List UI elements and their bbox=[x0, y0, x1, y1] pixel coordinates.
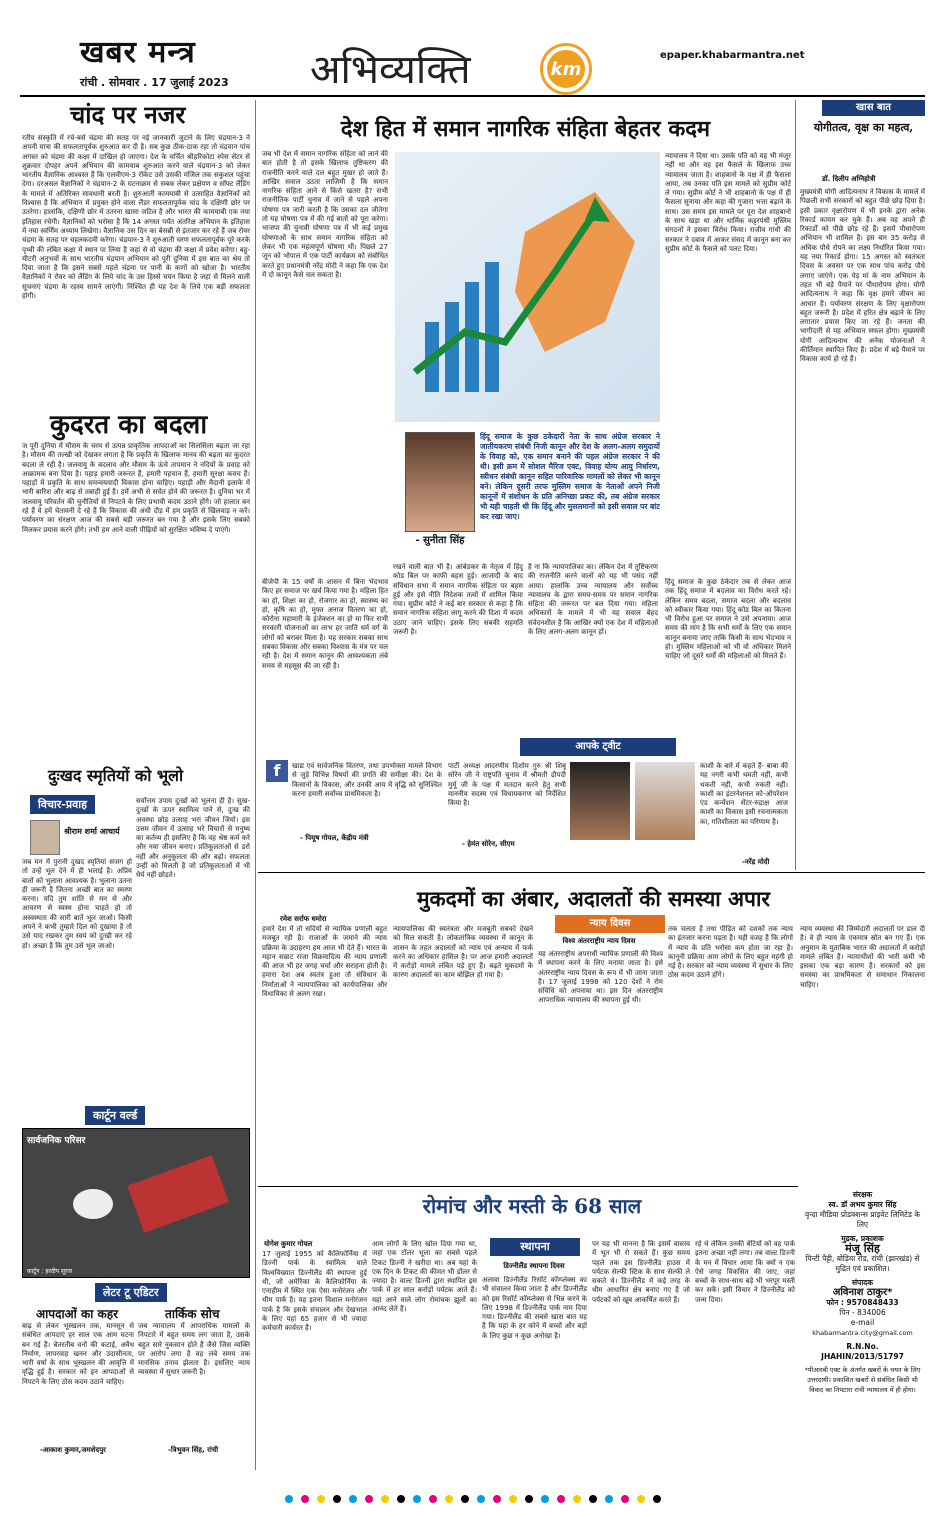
imprint-box bbox=[800, 1190, 925, 1470]
imprint-publisher: मंजू सिंह bbox=[845, 1242, 880, 1255]
tweet-3-author: -नरेंद्र मोदी bbox=[742, 858, 770, 866]
section-title: अभिव्यक्ति bbox=[310, 47, 471, 93]
letter-tag: लेटर टू एडिटर bbox=[95, 1283, 167, 1302]
registration-dot bbox=[285, 1495, 293, 1503]
registration-dot bbox=[381, 1495, 389, 1503]
imprint-publisher-h: मुद्रक, प्रकाशक bbox=[841, 1234, 884, 1243]
registration-dot bbox=[445, 1495, 453, 1503]
disney-col-3: अलावा डिज्नीलैंड रिसॉर्ट कॉम्प्लेक्स का भी संचालन किया जाता है और डिज्नीलैंड को इस रिसॉर्ट कॉम्प्लेक्स से भिन्न करने के लिए 1998 में डिज्नीलैंड पार्क नाम दिया गया। डिज्नीलैंड की सबसे खास बात यह है कि यहां के हर कोने में बच्चों और बड़ों के लिए कुछ न कुछ अनोखा है। bbox=[482, 1276, 587, 1340]
court-col-2: न्यायपालिका की स्वतंत्रता और मजबूती सबको देखने को मिल सकती है। लोकतांत्रिक व्यवस्था में कानून के शासन के तहत अदालतों को न्याय एवं अन्याय में फर्क करने का अधिकार हासिल है। पर आज हमारी अदालतों में करोड़ों मामले लंबित पड़े हुए हैं। बढ़ते मुकदमों के कारण अदालतों का काम बोझिल हो गया है। bbox=[393, 925, 533, 980]
editorial-2-body: ज पूरी दुनिया में मौसम के चरम से उत्पन्न प्राकृतिक आपदाओं का सिलसिला बढ़ता जा रहा है। मौसम की तल्खी को देखकर लगता है कि प्रकृति के खिलाफ मानव की बढ़ता का कुदरत बदला ले रही है। जलवायु के बदलाव और मौसम के ऊंचे तापमान ने नदियों के प्रवाह को आक्रामक बना दिया है। पहाड़ हमारी जरूरत हैं, हमारी पहचान हैं, हमारी सुरक्षा कवच हैं। पहाड़ों में प्रकृति के साथ समन्वयवादी विकास होना चाहिए। पहाड़ी और मैदानी इलाके में भारी बारिश और बाढ़ से तबाही हुई है। हमें अभी से सचेत होने की जरूरत है। दुनिया भर में जलवायु परिवर्तन की चुनौतियों से निपटने के लिए प्रभावी कदम उठाने होंगे। जो हालात बन रहे हैं वे हमें चेतावनी दे रहे हैं कि विकास की अंधी दौड़ में हम प्रकृति से खिलवाड़ न करें। पर्यावरण का संरक्षण आज की सबसे बड़ी जरूरत बन गया है और इसके लिए सबको मिलकर प्रयास करने होंगे। तभी हम आने वाली पीढ़ियों को सुरक्षित भविष्य दे पाएंगे। bbox=[22, 442, 250, 534]
author-name: - सुनीता सिंह bbox=[405, 532, 475, 550]
main-col-1: जब भी देश में समान नागरिक संहिता को लाने की बात होती है तो इसके खिलाफ तुष्टिकरण की राजनीति करने वाले दल बहुत मुखर हो जाते हैं। आखिर सवाल उठता लाजिमी है कि समान नागरिक संहिता आने से किसे खतरा है? सभी राजनीतिक पार्टी चुनाव में जाने से पहले अपना घोषणा पत्र जारी करती है कि उसका दल जीतेगा तो यह घोषणा पत्र में की गई बातों को पूरा करेगा। भाजपा की चुनावी घोषणा पत्र में भी कई प्रमुख घोषणाओं के साथ समान नागरिक संहिता को लेकर भी एक महत्वपूर्ण घोषणा थी। पिछले 27 जून को भोपाल में एक पार्टी कार्यक्रम को संबोधित करते हुए प्रधानमंत्री नरेंद्र मोदी ने कहा कि एक देश में दो कानून कैसे चल सकता है। bbox=[262, 150, 388, 279]
registration-dot bbox=[301, 1495, 309, 1503]
court-col-4: तक चलता है तथा पीड़ित को दशकों तक न्याय का इंतजार करना पड़ता है। यही वजह है कि लोगों में न्याय के प्रति भरोसा कम होता जा रहा है। कानूनी प्रक्रिया आम लोगों के लिए बहुत महंगी हो गई है। सरकार को न्याय व्यवस्था में सुधार के लिए ठोस कदम उठाने होंगे। bbox=[668, 925, 793, 980]
registration-marks bbox=[30, 1488, 915, 1507]
vichar-tag: विचार-प्रवाह bbox=[30, 795, 95, 814]
cartoon-tag: कार्टून वर्ल्ड bbox=[85, 1106, 145, 1125]
column-divider bbox=[255, 100, 256, 1470]
court-subtag: विश्व अंतरराष्ट्रीय न्याय दिवस bbox=[562, 937, 636, 945]
letter-1-body: बाढ़ से लेकर भूस्खलन तक, मानसून से संबंधित आपदाएं हर साल एक आम घटना बन गई हैं। बेतरतीब वनों की कटाई, अवैध निर्माण, लापरवाह खनन और उदासीनता, भारी वर्षा के साथ भूस्खलन की आवृत्ति में वृद्धि हुई है। सरकार को इन आपदाओं से निपटने के लिए ठोस कदम उठाने चाहिए। bbox=[22, 1322, 134, 1386]
masthead-logo: खबर मन्त्र bbox=[80, 35, 196, 70]
registration-dot bbox=[397, 1495, 405, 1503]
vichar-body-1: जब मन में पुरानी दुखद स्मृतियां सजग हो तो उन्हें भूल देने में ही भलाई है। अप्रिय बातों को भुलाना आवश्यक है। भुलाना उतना ही जरूरी है जितना अच्छी बात का स्मरण करना। यदि तुम शांति से मन से और आचरण से स्वस्थ होना चाहते हो तो अस्वस्थता की सारी बातें भूल जाओ। किसी अपने ने कभी तुम्हारे दिल को दुखाया है तो उसे याद रखकर तुम स्वयं को दुःखी कर रहे हो। अच्छा है कि तुम उसे भूल जाओ। bbox=[22, 858, 132, 950]
imprint-pin: पिन - 834006 bbox=[839, 1308, 886, 1317]
khas-title: योगीतत्व, वृक्ष का महत्व, bbox=[813, 121, 914, 134]
letter-2-body: जब न्यायालय में आपराधिक मामलों के निपटारे में बहुत समय लग जाता है, उसके बहुत सारे नुकसान होते हैं जैसे जिस व्यक्ति पर आरोप लगा है वह लंबे समय तक मानसिक तनाव झेलता है। इसलिए न्याय व्यवस्था में सुधार जरूरी है। bbox=[138, 1322, 250, 1377]
masthead-divider bbox=[20, 95, 925, 97]
tweet-tag: आपके ट्वीट bbox=[520, 738, 676, 756]
registration-dot bbox=[493, 1495, 501, 1503]
court-col-5: न्याय व्यवस्था की जिम्मेदारी अदालतों पर डाल दी है। वे ही न्याय के एकमात्र स्रोत बन गए हैं। एक अनुमान के मुताबिक भारत की अदालतों में करोड़ों मामले लंबित हैं। न्यायाधीशों की भारी कमी भी इसका एक बड़ा कारण है। सरकारों को इस समस्या का प्राथमिकता से समाधान निकालना चाहिए। bbox=[800, 925, 925, 989]
km-logo-icon: km bbox=[543, 46, 589, 92]
bird-icon bbox=[73, 1189, 113, 1219]
editorial-1-body: रतीय संस्कृति में रचे-बसे चंद्रमा की सतह पर नई जानकारी जुटाने के लिए चंद्रयान-3 ने अपनी यात्रा की सफलतापूर्वक शुरुआत कर दी है। सब कुछ ठीक-ठाक रहा तो चंद्रयान पांच अगस्त को चंद्रमा की कक्षा में दाखिल हो जाएगा। देश के चर्चित श्रीहरिकोटा स्पेस सेंटर से शुक्रवार दोपहर अपने अभियान की कामयाब शुरुआत करने वाले चंद्रयान-3 को लेकर भारतीय वैज्ञानिक आश्वस्त हैं कि एलवीएम-3 रॉकेट उसे उसकी मंजिल तक सकुशल पहुंचा देगा। दरअसल वैज्ञानिकों ने चंद्रयान-2 के घटनाक्रम से सबक लेकर प्रक्षेपण व सॉफ्ट लैंडिंग के मामले में अतिरिक्त सावधानी बरती है। शुरुआती कामयाबी से उत्साहित वैज्ञानिकों को विश्वास है कि अभियान में प्रयुक्त होने वाला लैंडर सफलतापूर्वक चांद के दक्षिणी छोर पर उतरेगा। हालांकि, दक्षिणी छोर में उतरना खासा जटिल है और भारत की कामयाबी एक नया इतिहास रचेगी। वैज्ञानिकों को भरोसा है कि 14 अगस्त पर्यंत अंतरिक्ष अभियान के इतिहास में नया स्वर्णिम अध्याय लिखेगा। वैज्ञानिक उस दिन का बेसब्री से इंतजार कर रहे हैं जब रोवर चंद्रमा के सतह पर चहलकदमी करेगा। चंद्रयान-3 ने शुरुआती चरण सफलतापूर्वक पूरे करके पृथ्वी की लंबित कक्षा में स्थान पा लिया है जहां से वो चंद्रमा की कक्षा में प्रवेश करेगा। बहु-मीटरी अनुभवों के साथ भारतीय चंद्रयान अभियान को पूरी दुनिया में इस बात का श्रेय तो दिया जाता है कि इसने सबसे पहले चंद्रमा पर पानी के कणों को खोजा है। भारतीय वैज्ञानिकों ने रोवर को लैंडिंग के लिये चांद के उस हिस्से चयन किया है जहां से मिलने वाली सूचनाएं चंद्रमा के रहस्य सामने लाएंगी। निश्चित ही यह देश के लिये एक बड़ी सफलता होगी। bbox=[22, 134, 250, 301]
registration-dot bbox=[349, 1495, 357, 1503]
author-photo bbox=[405, 432, 475, 532]
cartoon-credit: कार्टून : हरदीप सूरज bbox=[27, 1268, 73, 1275]
imprint-sanrakshak: स्व. डॉ अभय कुमार सिंह bbox=[828, 1200, 897, 1209]
disney-col-2: आम लोगों के लिए खोल दिया गया था, जहां एक टॉलर भूला का सबसे पहले टिकट डिज्नी ने खरीदा था। अब यहां के एक दिन के टिकट की कीमत भी डॉलर से ज्यादा है। वाल्ट डिज्नी द्वारा स्थापित इस पार्क में हर साल करोड़ों पर्यटक आते हैं। यहां आने वाले लोग रोमांचक झूलों का आनंद लेते हैं। bbox=[372, 1240, 477, 1314]
disney-col-1: 17 जुलाई 1955 को कैलिफोर्निया में डिज्नी पार्क के स्वामित्व वाले विश्वविख्यात डिज्नीलैंड की स्थापना हुई थी, जो अमेरिका के कैलिफोर्निया के एनाहीम में स्थित एक ऐसा मनोरंजन और थीम पार्क है। यह इतना विशाल मनोरंजन पार्क है कि इसके संचालन और देखभाल के लिए यहां 65 हजार से भी ज्यादा कर्मचारी कार्यरत हैं। bbox=[262, 1250, 367, 1333]
imprint-editor: अविनाश ठाकुर* bbox=[832, 1287, 893, 1298]
masthead-date: रांची . सोमवार . 17 जुलाई 2023 bbox=[80, 76, 229, 89]
cartoon-caption: सार्वजनिक परिसर bbox=[27, 1136, 86, 1146]
vichar-body-2: सर्वोत्तम उपाय दुःखों को भूलना ही है। सुख-दुःखों के ऊपर स्वामित्व पाने से, दुःख की अवस्था छोड़ उत्साह भरा जीवन जियो। इस उत्तम जीवन में उत्साह भरे विचारों से मनुष्य का कर्तव्य ही इसलिए है कि वह श्रेष्ठ कर्म करे और नया जीवन बनाए। प्रतिकूलताओं से डरो नहीं और अनुकूलता की ओर बढ़ो। सफलता उन्हीं को मिलती है जो प्रतिकूलताओं में भी धैर्य नहीं छोड़ते। bbox=[136, 797, 250, 880]
imprint-company: वृन्दा मीडिया प्रोडक्शन्स प्राइवेट लिमिटेड के लिए bbox=[804, 1210, 921, 1229]
modi-photo bbox=[635, 762, 695, 840]
cartoon-image bbox=[22, 1128, 250, 1278]
main-col-6: है ना कि न्यायपालिका का। लेकिन देश में तुष्टिकरण की राजनीति करने वालों को यह भी पसंद नहीं आया। हालांकि उच्च न्यायालय और सर्वोच्च न्यायालय के द्वारा समय-समय पर समान नागरिक संहिता की जरूरत पर बल दिया गया। महिला अधिकारों के मामले में भी यह सवाल बेहद संवेदनशील है कि आखिर क्यों एक देश में महिलाओं के लिए अलग-अलग कानून हों। bbox=[528, 563, 658, 637]
imprint-rni: JHAHIN/2013/51797 bbox=[821, 1352, 904, 1361]
main-col-5: रखने वाली बात भी है। आंबेडकर के नेतृत्व में हिंदू कोड बिल पर काफी बहस हुई। आजादी के बाद संविधान सभा में समान नागरिक संहिता पर बहस हुई और इसे नीति निदेशक तत्वों में शामिल किया गया। सुप्रीम कोर्ट ने कई बार सरकार से कहा है कि समान नागरिक संहिता लागू करने की दिशा में कदम उठाए जाने चाहिए। इसके लिए सबकी सहमति जरूरी है। bbox=[393, 563, 523, 637]
court-col-1: हमारे देश में तो सदियों से न्यायिक प्रणाली बहुत मजबूत रही है। राजाओं के जमाने की न्याय प्रक्रिया के उदाहरण हम आज भी देते हैं। भारत के महान सम्राट राजा विक्रमादित्य की न्याय प्रणाली की आज भी हर जगह चर्चा और सराहना होती है। हमारा देश अब स्वतंत्र हुआ तो संविधान के निर्माताओं ने न्यायपालिका को कार्यपालिका और विधायिका से अलग रखा। bbox=[262, 925, 387, 999]
registration-dot bbox=[605, 1495, 613, 1503]
author-avatar bbox=[30, 820, 60, 855]
growth-chart-image bbox=[395, 152, 660, 422]
court-headline: मुकदमों का अंबार, अदालतों की समस्या अपार bbox=[416, 886, 771, 911]
registration-dot bbox=[621, 1495, 629, 1503]
imprint-email-h: e-mail bbox=[850, 1318, 875, 1327]
imprint-sanrakshak-h: संरक्षक bbox=[852, 1190, 873, 1199]
registration-dot bbox=[365, 1495, 373, 1503]
registration-dot bbox=[509, 1495, 517, 1503]
registration-dot bbox=[653, 1495, 661, 1503]
disney-tag: स्थापना bbox=[490, 1238, 580, 1256]
registration-dot bbox=[429, 1495, 437, 1503]
tweet-3-text: काशी के बारे में कहते हैं- बाबा की यह नगरी कभी थमती नहीं, कभी थकती नहीं, कभी रुकती नहीं। काशी का इंटरनेशनल को-ऑपरेशन एंड कन्वेंशन सेंटर-रुद्राक्ष आज काशी का विकास इसी रचनात्मकता का, गतिशीलता का परिणाम है। bbox=[700, 762, 788, 826]
tweet-1-author: - पियूष गोयल, केंद्रीय मंत्री bbox=[300, 834, 369, 842]
letter-1-title: आपदाओं का कहर bbox=[36, 1307, 118, 1321]
registration-dot bbox=[637, 1495, 645, 1503]
disney-author: योगेश कुमार गोयल bbox=[264, 1240, 313, 1248]
letter-1-sig: -आकाश कुमार,जमशेदपुर bbox=[40, 1446, 107, 1454]
arm-icon bbox=[127, 1155, 229, 1233]
court-author: रमेश सर्राफ धमोरा bbox=[280, 915, 327, 923]
disney-col-4: पर यह भी मानना है कि इसमें वास्तव में भूत भी रो सकते हैं। कुछ समय पहले तक इस डिज्नीलैंड हाउस में पर्यटक सेल्फी स्टिक के साथ सेल्फी ले सकते थे। डिज्नीलैंड में कई तरह के थीम आधारित क्षेत्र बनाए गए हैं जो पर्यटकों को खूब आकर्षित करते हैं। bbox=[592, 1240, 690, 1304]
court-tag: न्याय दिवस bbox=[555, 915, 665, 933]
vichar-title: दुःखद स्मृतियों को भूलो bbox=[48, 766, 184, 785]
registration-dot bbox=[573, 1495, 581, 1503]
registration-dot bbox=[413, 1495, 421, 1503]
registration-dot bbox=[589, 1495, 597, 1503]
vichar-author: श्रीराम शर्मा आचार्य bbox=[64, 827, 120, 836]
registration-dot bbox=[333, 1495, 341, 1503]
disney-headline: रोमांच और मस्ती के 68 साल bbox=[422, 1194, 642, 1218]
registration-dot bbox=[557, 1495, 565, 1503]
imprint-phone: फोन : 9570848433 bbox=[826, 1298, 899, 1307]
imprint-address: पिन्टी पैट्टी, बोड़िया रोड, रांची (झारखंड) से मुद्रित एवं प्रकाशित। bbox=[805, 1254, 920, 1273]
tweet-1-text: खाद्य एवं सार्वजनिक वितरण, तथा उपभोक्ता मामले विभाग से जुड़े विभिन्न विषयों की प्रगति की समीक्षा की। देश के किसानों के विकास, और उनकी आय में वृद्धि को सुनिश्चित करना हमारी सर्वोच्च प्राथमिकता है। bbox=[292, 762, 442, 798]
editorial-1-title: चांद पर नजर bbox=[70, 100, 186, 129]
letter-2-title: तार्किक सोच bbox=[165, 1307, 220, 1321]
registration-dot bbox=[525, 1495, 533, 1503]
main-headline: देश हित में समान नागरिक संहिता बेहतर कदम bbox=[340, 116, 711, 142]
imprint-editor-h: संपादक bbox=[851, 1278, 873, 1287]
imprint-rni-h: R.N.No. bbox=[846, 1342, 879, 1351]
main-col-4: हिंदू समाज के कुछ ठेकेदार तब से लेकर आज तक हिंदू समाज में बदलाव का विरोध करते रहे। लेकिन समय बदला, समाज बदला और बदलाव को स्वीकार किया गया। हिंदू कोड बिल का कितना भी विरोध हुआ पर समाज ने उसे अपनाया। आज समय की मांग है कि सभी धर्मों के लिए एक समान कानून बनाया जाए ताकि किसी के साथ भेदभाव न हो। मुस्लिम महिलाओं को भी वो अधिकार मिलने चाहिए जो दूसरे धर्मों की महिलाओं को मिलते हैं। bbox=[665, 578, 791, 661]
tweet-2-author: - हेमंत सोरेन, सीएम bbox=[462, 840, 515, 848]
registration-dot bbox=[477, 1495, 485, 1503]
court-col-3: यह अंतरराष्ट्रीय अपराधी न्यायिक प्रणाली की विश्व में स्थापना करने के लिए मनाया जाता है। इसे अंतरराष्ट्रीय न्याय दिवस के रूप में भी जाना जाता है। 17 जुलाई 1998 को 120 देशों ने रोम संविधि को अपनाया था। इस दिन अंतरराष्ट्रीय आपराधिक न्यायालय की स्थापना हुई थी। bbox=[538, 950, 663, 1005]
imprint-email[interactable]: khabarmantra.city@gmail.com bbox=[812, 1329, 913, 1337]
disney-subtag: डिज्नीलैंड स्थापना दिवस bbox=[503, 1262, 565, 1270]
disney-col-5: रहे थे लेकिन उनकी बेटियों को वह पार्क इतना अच्छा नहीं लगा। तब वाल्ट डिज्नी के मन में विचार आया कि क्यों न एक ऐसे जगह विकसित की जाए, जहां बच्चों के साथ-साथ बड़े भी भरपूर मस्ती कर सकें। इसी विचार ने डिज्नीलैंड को जन्म दिया। bbox=[695, 1240, 795, 1304]
registration-dot bbox=[541, 1495, 549, 1503]
khas-author: डॉ. दिलीप अग्निहोत्री bbox=[822, 175, 876, 183]
khas-tag: खास बात bbox=[822, 100, 925, 116]
hemant-photo bbox=[570, 762, 630, 840]
pull-quote: हिंदू समाज के कुछ ठकेदारों नेता के साथ अंग्रेज सरकार ने जातीयकरण संबंधी निजी कानून और देश के अलग-अलग समुदायों के विवाह को, एक समान बनाने की पहल अंग्रेज सरकार ने की थी। इसी क्रम में सोशल मैरिज एक्ट, विवाह योग्य आयु निर्धारण, स्त्रीधन संबंधी कानून सहित पारिवारिक मामलों को लेकर भी कानून बने। लेकिन दूसरी तरफ मुस्लिम समाज के नेताओं अपने निजी कानूनों में संशोधन के प्रति अनिच्छा प्रकट की, तब अंग्रेज सरकार भी यही चाहती थी कि हिंदू और मुसलमानों को इसी सवाल पर बांट कर रखा जाए। bbox=[480, 432, 660, 521]
imprint-note: *पीआरबी एक्ट के अंतर्गत खबरों के चयन के लिए उत्तरदायी। प्रकाशित खबरों से संबंधित किसी भी विवाद का निपटारा रांची न्यायालय में ही होगा। bbox=[804, 1366, 921, 1394]
letter-2-sig: -त्रिभुवन सिंह, रांची bbox=[168, 1446, 219, 1454]
epaper-url[interactable]: epaper.khabarmantra.net bbox=[660, 50, 805, 61]
registration-dot bbox=[461, 1495, 469, 1503]
main-col-2: बीजेपी के 15 वर्षों के शासन में बिना भेदभाव किए हर समाज पर खर्च किया गया है। महिला हित का हो, शिक्षा का हो, रोजगार का हो, स्वास्थ्य का हो, कृषि का हो, मुफ्त अनाज वितरण का हो, कोरोना महामारी के इंजेक्शन का हो या फिर सभी सरकारी योजनाओं का लाभ हर जाति धर्म वर्ग के लोगों को बराबर मिला है। यह सरकार सबका साथ सबका विकास और सबका विश्वास के मंत्र पर चल रही है। देश में समान कानून की आवश्यकता लंबे समय से महसूस की जा रही है। bbox=[262, 578, 388, 670]
khas-body: मुख्यमंत्री योगी आदित्यनाथ ने विकास के मामले में पिछली सभी सरकारों को बहुत पीछे छोड़ दिया है। इसी प्रकार वृक्षारोपण में भी इनके द्वारा अनेक रिकार्ड कायम कर चुके हैं। अब वह अपने ही रिकार्डों को पीछे छोड़ रहे हैं। इसमें पौधारोपण अभियान भी शामिल है। इस बार 35 करोड़ से अधिक पौधे रोपने का लक्ष्य निर्धारित किया गया। यह नया रिकार्ड होगा। 15 अगस्त को स्वतंत्रता दिवस के अवसर पर एक साथ पांच करोड़ पौधे लगाए जाएंगे। एक पेड़ मां के नाम अभियान के तहत भी बड़े पैमाने पर पौधारोपण होगा। योगी आदित्यनाथ ने कहा कि वृक्ष हमारे जीवन का आधार हैं। पर्यावरण संरक्षण के लिए वृक्षारोपण बहुत जरूरी है। प्रदेश में हरित क्षेत्र बढ़ाने के लिए लगातार प्रयास किए जा रहे हैं। जनता की भागीदारी से यह अभियान सफल होगा। मुख्यमंत्री योगी आदित्यनाथ की अनेक योजनाओं ने कीर्तिमान स्थापित किए हैं। प्रदेश में बड़े पैमाने पर विकास कार्य हो रहे हैं। bbox=[800, 188, 925, 364]
main-col-3: न्यायालय ने दिया था। उसके पति को यह भी मंजूर नहीं था और वह इस फैसले के खिलाफ उच्च न्यायालय जाता है। शाहबानो के पक्ष में ही फैसला आया, तब उनका पति इस मामले को सुप्रीम कोर्ट ले गया। सुप्रीम कोर्ट ने भी शाहबानो के पक्ष में ही फैसला सुनाया और कहा की गुजारा भत्ता बढ़ाने के साथ। उस समय इस मामले पर पूरा देश शाहबानो के साथ खड़ा था और धार्मिक कट्टरपंथी मुस्लिम संगठनों ने इसका विरोध किया। राजीव गांधी की सरकार ने दबाव में आकर संसद में कानून बना कर सुप्रीम कोर्ट के फैसले को पलट दिया। bbox=[665, 152, 791, 253]
registration-dot bbox=[317, 1495, 325, 1503]
editorial-2-title: कुदरत का बदला bbox=[50, 410, 208, 440]
facebook-icon: f bbox=[266, 760, 288, 782]
tweet-2-text: पार्टी अध्यक्ष आदरणीय दिशोम गुरु श्री शिबू सोरेन जी ने राष्ट्रपति चुनाव में श्रीमती द्रौपदी मुर्मू जी के पक्ष में मतदान करने हेतु सभी माननीय सदस्य एवं विधायकगण को निर्देशित किया है। bbox=[448, 762, 566, 808]
